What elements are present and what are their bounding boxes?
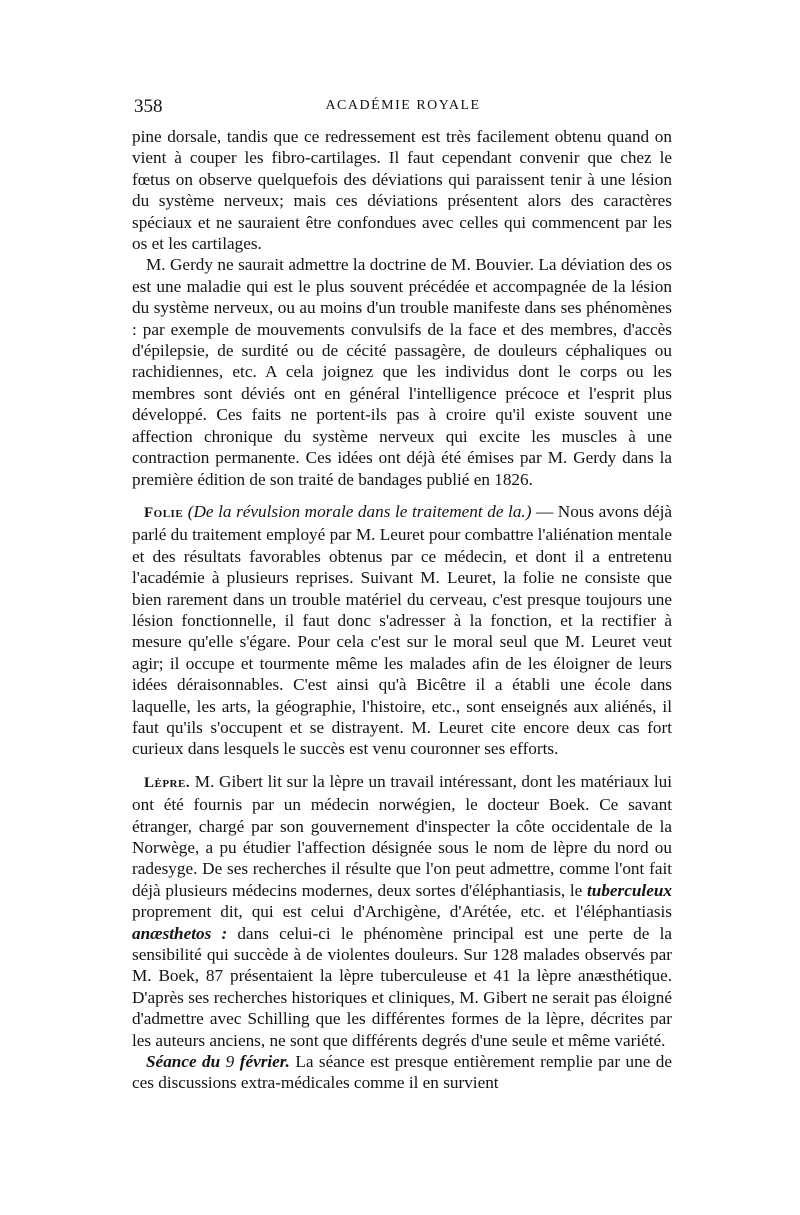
paragraph-text: M. Gibert lit sur la lèpre un travail intéressant, dont les matériaux lui ont été fournis par un médecin norwégien, le docteur Boek. Ce savant étranger, chargé par son gouvernement d'inspecter la côte occidentale de la Norwège, a pu étudier l'affection désignée sous le nom de lèpre du nord ou radesyge. De ses recherches il résulte que l'on peut admettre, comme l'ont fait déjà plusieurs médecins modernes, deux sortes d'éléphantiasis, le (132, 771, 672, 900)
paragraph-text: La séance est presque entièrement remplie par une de ces discussions extra-médicales comme il en survient (132, 1052, 673, 1093)
paragraph-2 (132, 254, 672, 489)
italic-term: tuberculeux (587, 880, 672, 900)
page-number: 358 (134, 96, 163, 117)
session-day: 9 (220, 1052, 240, 1072)
paragraph-1 (132, 126, 672, 254)
paragraph-text: pine dorsale, tandis que ce redressement est très facilement obtenu quand on vient à couper les fibro-cartilages. Il faut cependant convenir que chez le fœtus on observe quelquefois des déviations qui paraissent tenir à une lésion du système nerveux; mais ces déviations présentent alors des caractères spéciaux et ne sauraient être confondues avec celles qui commencent par les os et les cartilages. (132, 127, 672, 254)
paragraph-text: dans celui-ci le phénomène principal est une perte de la sensibilité qui succède à de violentes douleurs. Sur 128 malades observés par M. Boek, 87 présentaient la lèpre tuberculeuse et 41 la lèpre anæsthétique. D'après ses recherches historiques et cliniques, M. Gibert ne serait pas éloigné d'admettre avec Schilling que les différentes formes de la lèpre, décrites par les auteurs anciens, ne sont que différents degrés d'une seule et même variété. (132, 923, 672, 1050)
italic-term: anæsthetos : (132, 923, 228, 943)
entry-head-italic: (De la révulsion morale dans le traitement de la.) (187, 501, 532, 521)
entry-seance (132, 1051, 672, 1094)
paragraph-text: M. Gerdy ne saurait admettre la doctrine de M. Bouvier. La déviation des os est une maladie qui est le plus souvent précédée et accompagnée de la lésion du système nerveux, ou au moins d'un trouble manifeste dans ses phénomènes : par exemple de mouvements convulsifs de la face et des membres, d'accès d'épilepsie, de surdité ou de cécité passagère, de douleurs céphaliques ou rachidiennes, etc. A cela joignez que les individus dont le corps ou les membres sont déviés ont en général l'intelligence précoce et l'esprit plus développé. Ces faits ne portent-ils pas à croire qu'il existe souvent une affection chronique du système nerveux qui excite les muscles à une contraction permanente. Ces idées ont déjà été émises par M. Gerdy dans la première édition de son traité de bandages publié en 1826. (132, 255, 672, 489)
entry-lepre (132, 771, 672, 1051)
running-title: ACADÉMIE ROYALE (325, 98, 481, 113)
session-month: février. (239, 1052, 290, 1072)
page-body (132, 126, 672, 1094)
entry-head-word: Folie (144, 504, 184, 521)
page-header (134, 96, 672, 122)
paragraph-text: — Nous avons déjà parlé du traitement employé par M. Leuret pour combattre l'aliénation mentale et des résultats favorables obtenus par ce médecin, et dont il a entretenu l'académie à plusieurs reprises. Suivant M. Leuret, la folie ne consiste que bien rarement dans un trouble matériel du cerveau, c'est presque toujours une lésion fonctionnelle, il faut donc s'adresser à la fonction, et la rectifier à mesure qu'elle s'égare. Pour cela c'est sur le moral seul que M. Leuret veut agir; il occupe et tourmente même les malades afin de les éloigner de leurs idées déraisonnables. C'est ainsi qu'à Bicêtre il a établi une école dans laquelle, les arts, la géographie, l'histoire, etc., sont enseignés aux aliénés, il faut qu'ils s'occupent et se distrayent. M. Leuret cite encore deux cas fort curieux dans lesquels le succès est venu couronner ses efforts. (132, 501, 672, 759)
entry-folie (132, 501, 672, 760)
session-heading: Séance du (146, 1052, 221, 1072)
entry-head-word: Lèpre. (144, 774, 191, 791)
paragraph-text: proprement dit, qui est celui d'Archigène, d'Arétée, etc. et l'éléphantiasis (132, 902, 672, 922)
